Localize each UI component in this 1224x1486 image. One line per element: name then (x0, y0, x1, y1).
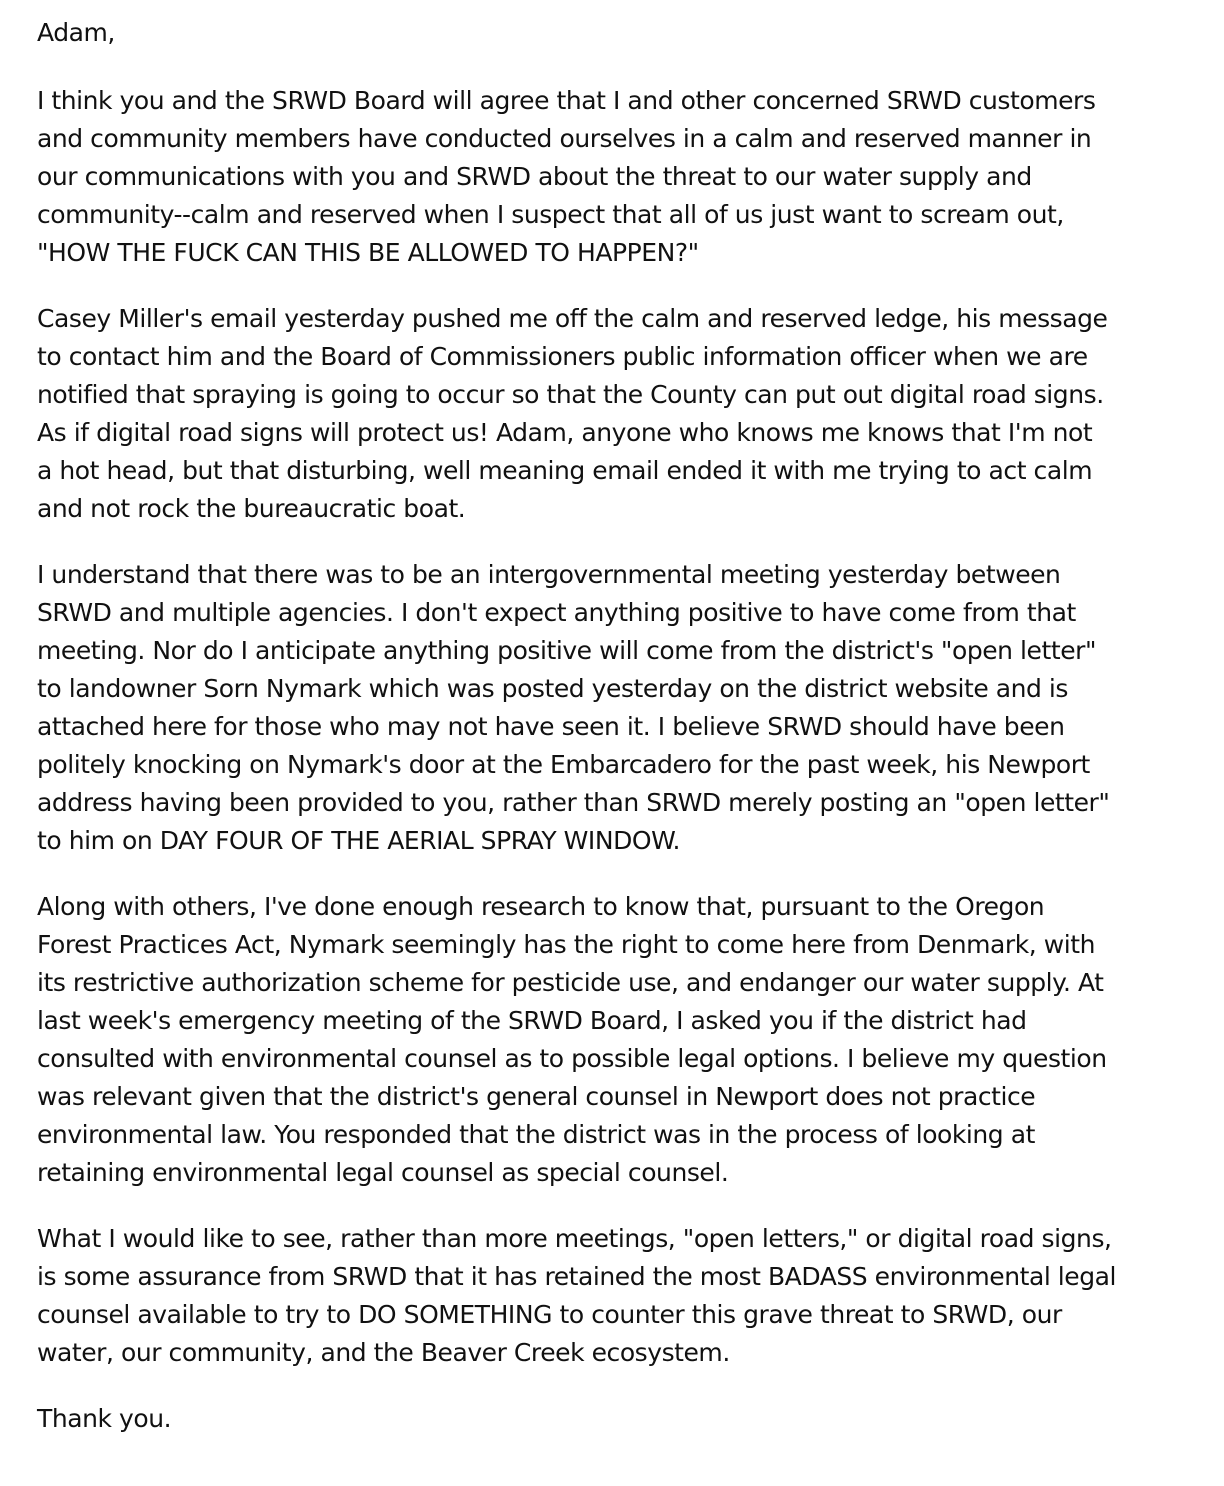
paragraph-line: "HOW THE FUCK CAN THIS BE ALLOWED TO HAPPEN?" (37, 238, 699, 267)
paragraph-line: Casey Miller's email yesterday pushed me off the calm and reserved ledge, his message (37, 304, 1108, 333)
paragraph-line: and community members have conducted ourselves in a calm and reserved manner in (37, 124, 1092, 153)
paragraph-line: last week's emergency meeting of the SRWD Board, I asked you if the district had (37, 1006, 1027, 1035)
paragraph-line: was relevant given that the district's general counsel in Newport does not practice (37, 1082, 1036, 1111)
paragraph-line: I think you and the SRWD Board will agree that I and other concerned SRWD customers (37, 86, 1096, 115)
paragraph (37, 82, 1187, 272)
paragraph-line: our communications with you and SRWD about the threat to our water supply and (37, 162, 1032, 191)
paragraph (37, 300, 1187, 528)
paragraph-line: and not rock the bureaucratic boat. (37, 494, 466, 523)
paragraph (37, 1220, 1187, 1372)
paragraph-line: As if digital road signs will protect us! Adam, anyone who knows me knows that I'm not (37, 418, 1093, 447)
paragraph-line: Forest Practices Act, Nymark seemingly has the right to come here from Denmark, with (37, 930, 1095, 959)
paragraph-line: to contact him and the Board of Commissioners public information officer when we are (37, 342, 1088, 371)
paragraph-line: retaining environmental legal counsel as special counsel. (37, 1158, 729, 1187)
letter-paragraphs (37, 82, 1187, 1372)
paragraph-line: to him on DAY FOUR OF THE AERIAL SPRAY WINDOW. (37, 826, 681, 855)
paragraph-line: is some assurance from SRWD that it has retained the most BADASS environmental legal (37, 1262, 1117, 1291)
paragraph-line: notified that spraying is going to occur so that the County can put out digital road signs. (37, 380, 1104, 409)
paragraph-line: its restrictive authorization scheme for pesticide use, and endanger our water supply. At (37, 968, 1104, 997)
paragraph-line: attached here for those who may not have seen it. I believe SRWD should have been (37, 712, 1065, 741)
paragraph-line: a hot head, but that disturbing, well meaning email ended it with me trying to act calm (37, 456, 1093, 485)
paragraph-line: environmental law. You responded that the district was in the process of looking at (37, 1120, 1035, 1149)
paragraph (37, 556, 1187, 860)
salutation: Adam, (37, 18, 115, 47)
paragraph-line: community--calm and reserved when I suspect that all of us just want to scream out, (37, 200, 1064, 229)
paragraph-line: meeting. Nor do I anticipate anything positive will come from the district's "open letter" (37, 636, 1096, 665)
paragraph-line: consulted with environmental counsel as to possible legal options. I believe my question (37, 1044, 1107, 1073)
paragraph-line: I understand that there was to be an intergovernmental meeting yesterday between (37, 560, 1061, 589)
paragraph-line: water, our community, and the Beaver Creek ecosystem. (37, 1338, 730, 1367)
paragraph (37, 888, 1187, 1192)
paragraph-line: to landowner Sorn Nymark which was posted yesterday on the district website and is (37, 674, 1069, 703)
paragraph-line: politely knocking on Nymark's door at the Embarcadero for the past week, his Newport (37, 750, 1090, 779)
paragraph-line: counsel available to try to DO SOMETHING to counter this grave threat to SRWD, our (37, 1300, 1062, 1329)
letter-body (37, 14, 1187, 1438)
paragraph-line: address having been provided to you, rather than SRWD merely posting an "open letter" (37, 788, 1110, 817)
closing: Thank you. (37, 1404, 172, 1433)
paragraph-line: What I would like to see, rather than more meetings, "open letters," or digital road signs, (37, 1224, 1112, 1253)
paragraph-line: Along with others, I've done enough research to know that, pursuant to the Oregon (37, 892, 1045, 921)
paragraph-line: SRWD and multiple agencies. I don't expect anything positive to have come from that (37, 598, 1076, 627)
